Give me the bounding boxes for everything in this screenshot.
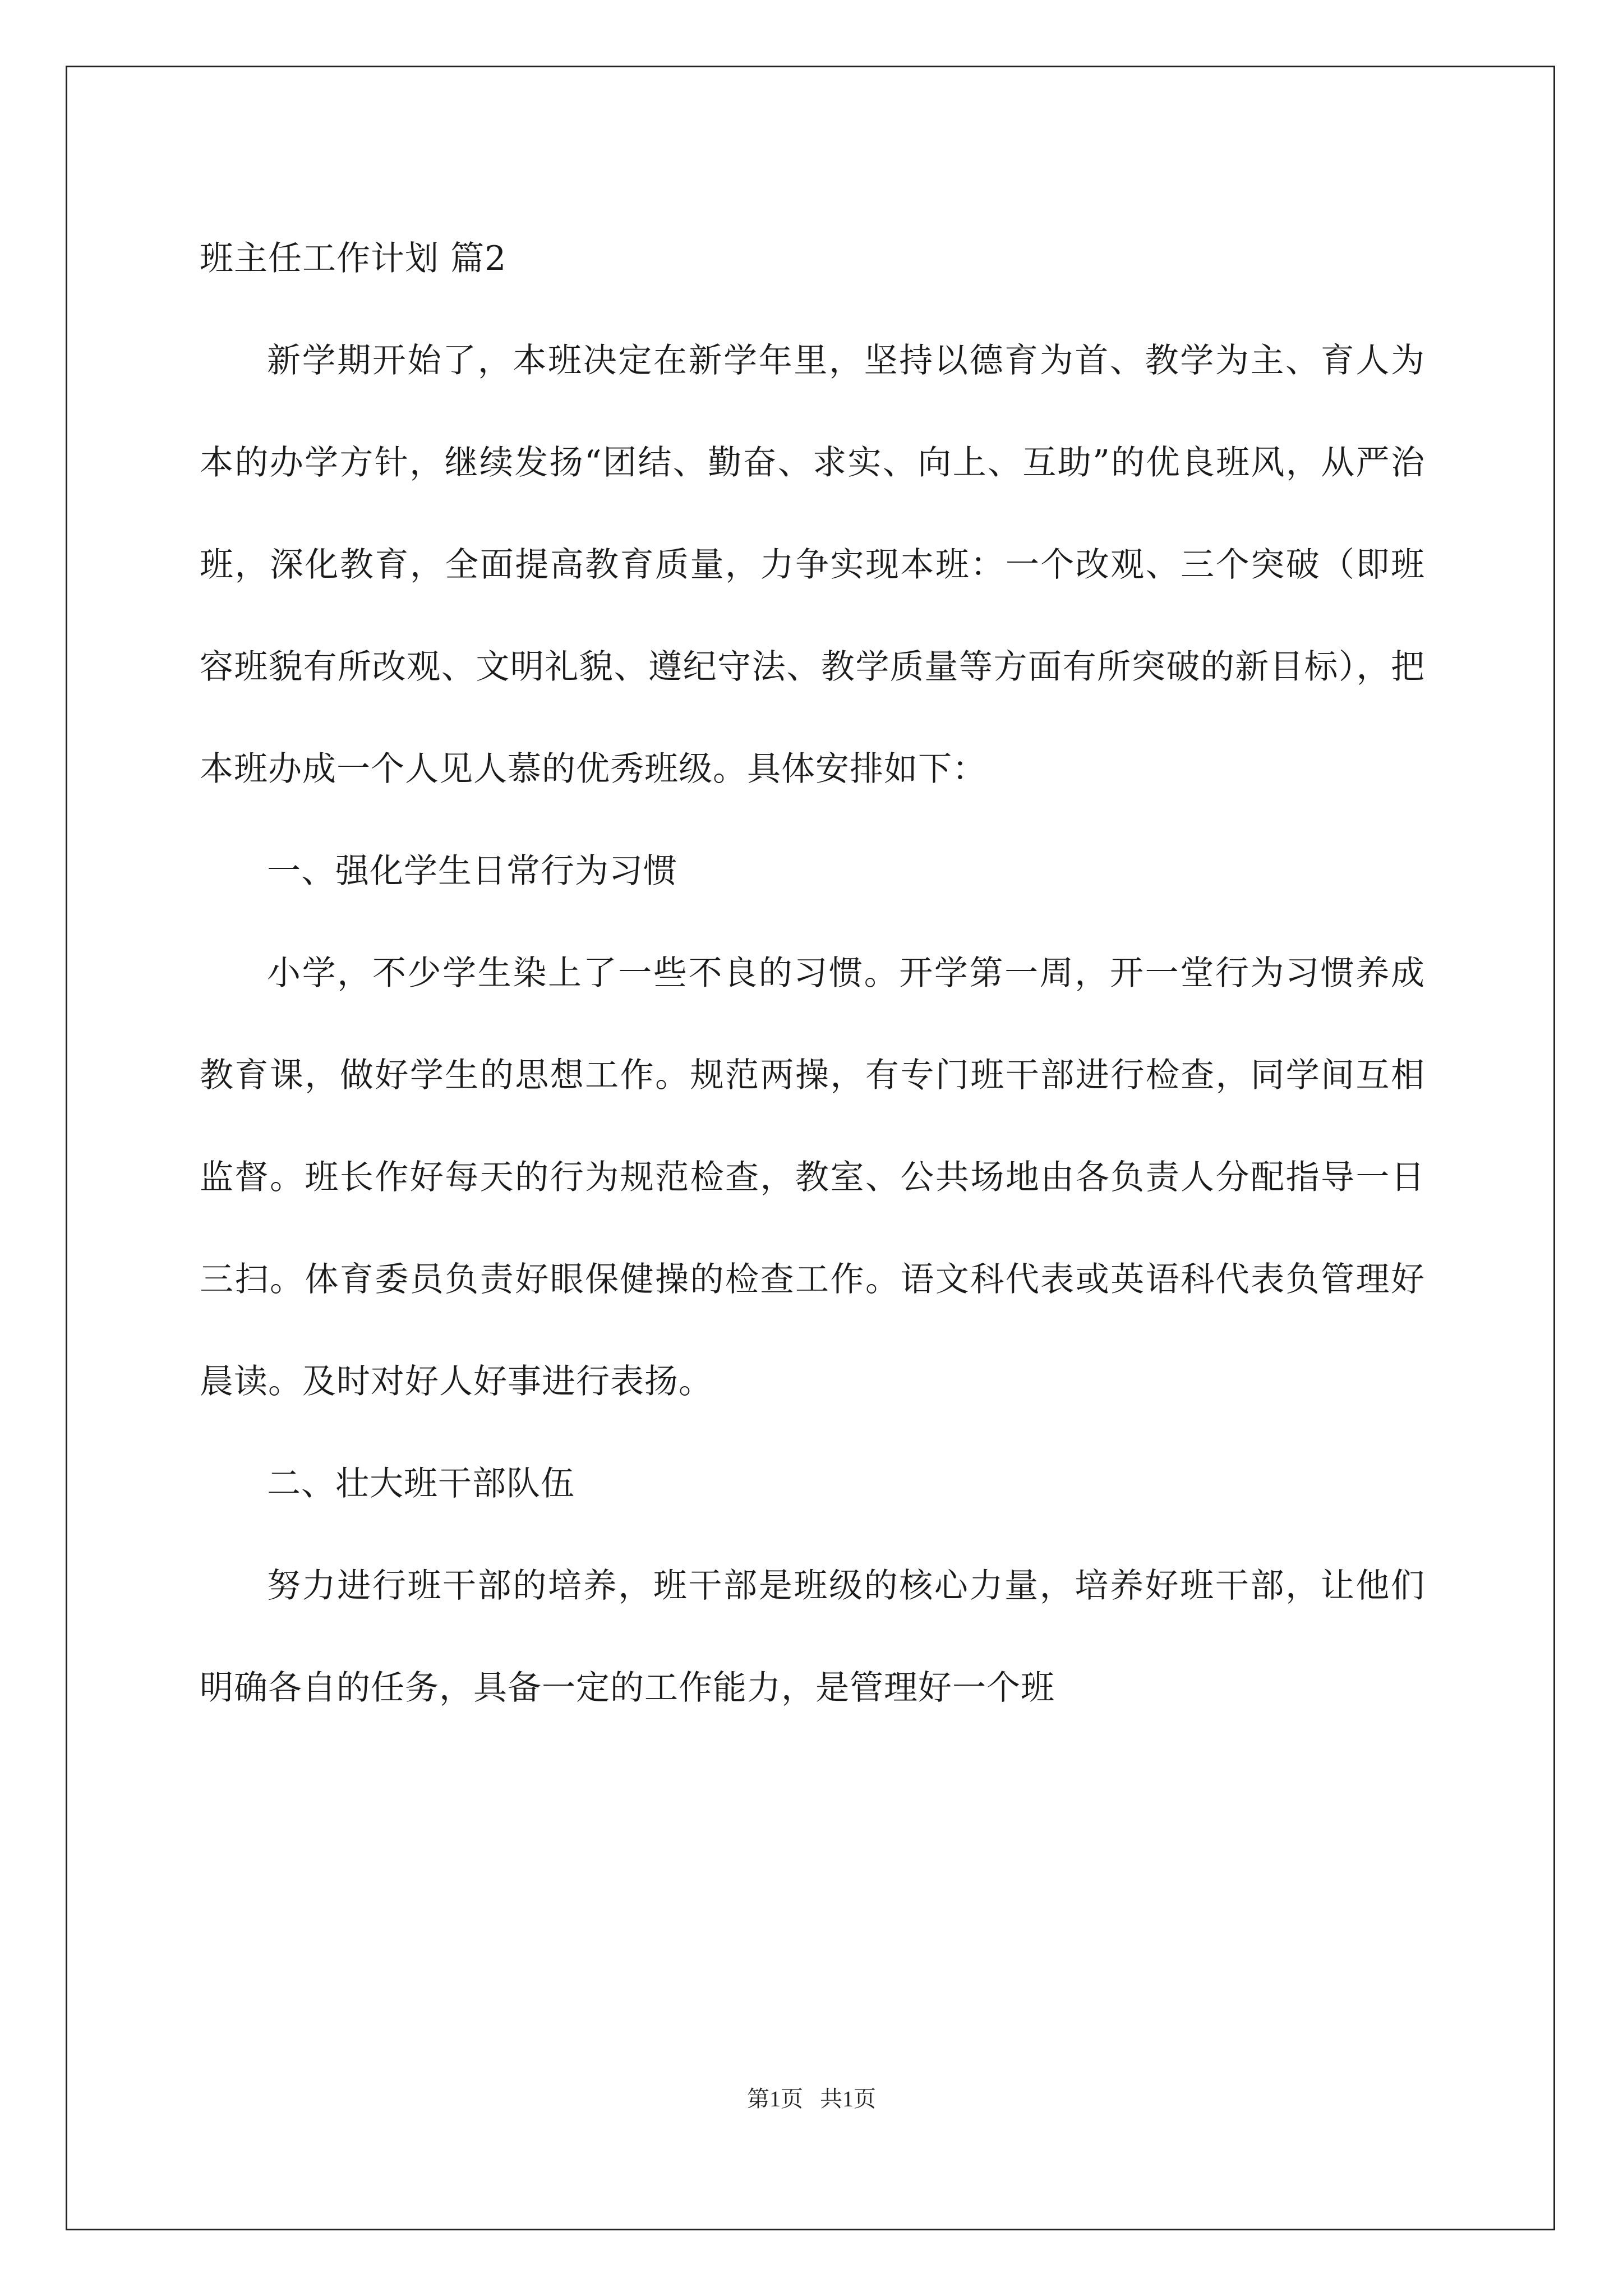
section-heading-2: 二、壮大班干部队伍: [267, 1464, 575, 1503]
page-footer: 第1页 共1页: [747, 2086, 876, 2111]
document-title: 班主任工作计划 篇2: [200, 239, 507, 278]
document-body: [200, 208, 1425, 1739]
paragraph-section-2: 努力进行班干部的培养，班干部是班级的核心力量，培养好班干部，让他们明确各自的任务，具备一定的工作能力，是管理好一个班: [200, 1566, 1425, 1708]
section-heading-1: 一、强化学生日常行为习惯: [267, 852, 677, 891]
paragraph-intro: 新学期开始了，本班决定在新学年里，坚持以德育为首、教学为主、育人为本的办学方针，继续发扬“团结、勤奋、求实、向上、互助”的优良班风，从严治班，深化教育，全面提高教育质量，力争实现本班：一个改观、三个突破（即班容班貌有所改观、文明礼貌、遵纪守法、教学质量等方面有所突破的新目标），把本班办成一个人见人慕的优秀班级。具体安排如下：: [200, 341, 1425, 789]
paragraph-section-1: 小学，不少学生染上了一些不良的习惯。开学第一周，开一堂行为习惯养成教育课，做好学生的思想工作。规范两操，有专门班干部进行检查，同学间互相监督。班长作好每天的行为规范检查，教室、公共场地由各负责人分配指导一日三扫。体育委员负责好眼保健操的检查工作。语文科代表或英语科代表负管理好晨读。及时对好人好事进行表扬。: [200, 954, 1425, 1401]
